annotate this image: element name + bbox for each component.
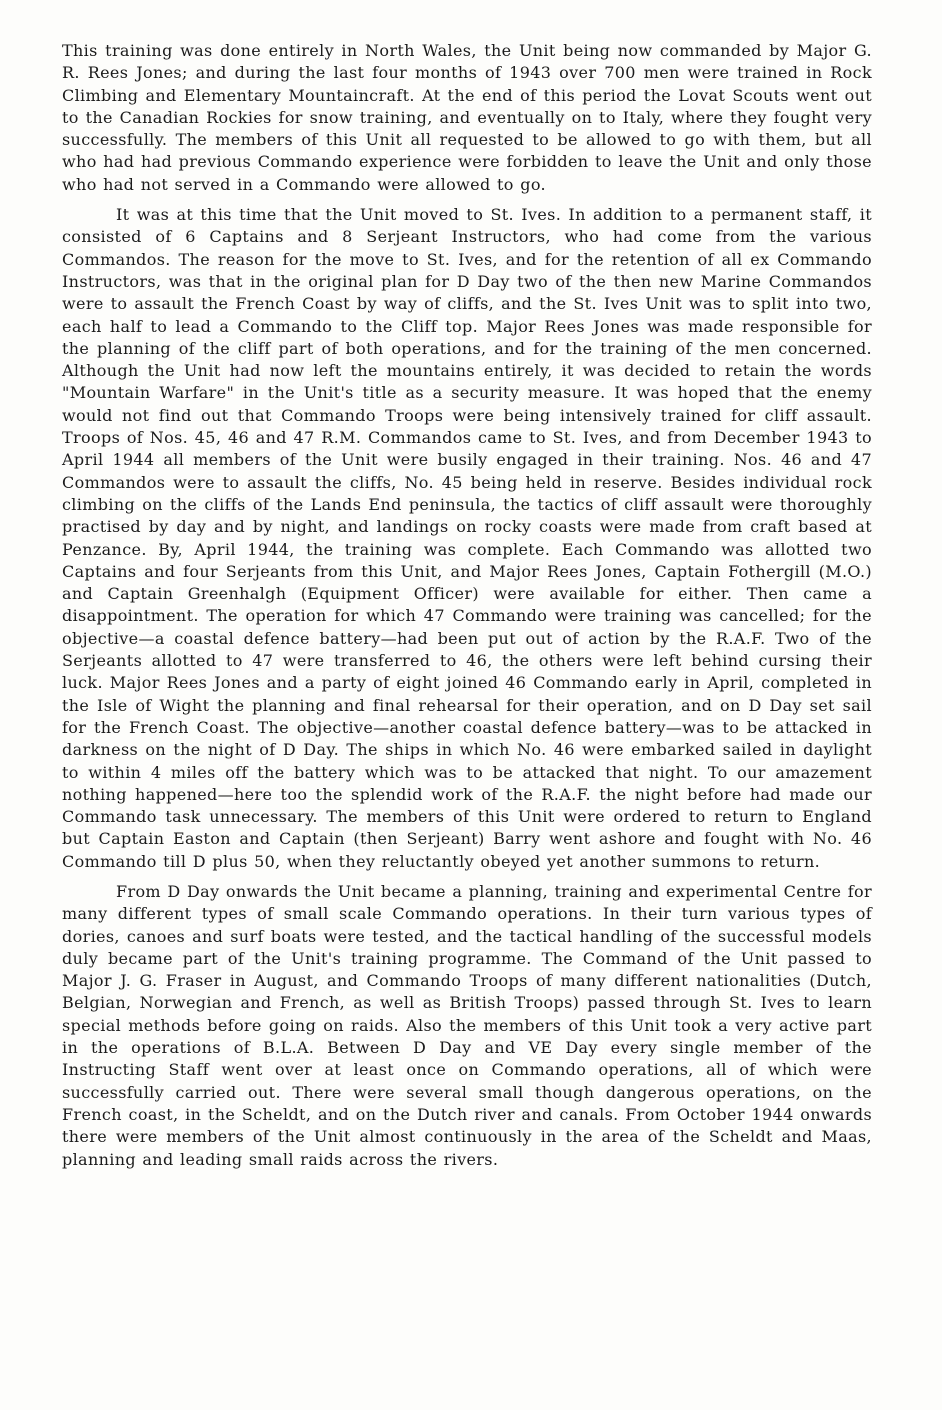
paragraph-st-ives-move: It was at this time that the Unit moved to St. Ives. In addition to a permanent staff, it consisted of 6 Captains and 8 Serjeant Instructors, who had come from the various Commandos. The reason for the move to St. Ives, and for the retention of all ex Commando Instructors, was that in the original plan for D Day two of the then new Marine Commandos were to assault the French Coast by way of cliffs, and the St. Ives Unit was to split into two, each half to lead a Commando to the Cliff top. Major Rees Jones was made responsible for the planning of the cliff part of both operations, and for the training of the men concerned. Although the Unit had now left the mountains entirely, it was decided to retain the words "Mountain Warfare" in the Unit's title as a security measure. It was hoped that the enemy would not find out that Commando Troops were being intensively trained for cliff assault. Troops of Nos. 45, 46 and 47 R.M. Commandos came to St. Ives, and from December 1943 to April 1944 all members of the Unit were busily engaged in their training. Nos. 46 and 47 Commandos were to assault the cliffs, No. 45 being held in reserve. Besides individual rock climbing on the cliffs of the Lands End peninsula, the tactics of cliff assault were thoroughly practised by day and by night, and landings on rocky coasts were made from craft based at Penzance. By, April 1944, the training was complete. Each Commando was allotted two Captains and four Serjeants from this Unit, and Major Rees Jones, Captain Fothergill (M.O.) and Captain Greenhalgh (Equipment Officer) were available for either. Then came a disappointment. The operation for which 47 Commando were training was cancelled; for the objective—a coastal defence battery—had been put out of action by the R.A.F. Two of the Serjeants allotted to 47 were transferred to 46, the others were left behind cursing their luck. Major Rees Jones and a party of eight joined 46 Commando early in April, completed in the Isle of Wight the planning and final rehearsal for their operation, and on D Day set sail for the French Coast. The objective—another coastal defence battery—was to be attacked in darkness on the night of D Day. The ships in which No. 46 were embarked sailed in daylight to within 4 miles off the battery which was to be attacked that night. To our amazement nothing happened—here too the splendid work of the R.A.F. the night before had made our Commando task unnecessary. The members of this Unit were ordered to return to England but Captain Easton and Captain (then Serjeant) Barry went ashore and fought with No. 46 Commando till D plus 50, when they reluctantly obeyed yet another summons to return. <box>62 205 872 871</box>
paragraph-north-wales-training: This training was done entirely in North Wales, the Unit being now commanded by Major G. R. Rees Jones; and during the last four months of 1943 over 700 men were trained in Rock Climbing and Elementary Mountaincraft. At the end of this period the Lovat Scouts went out to the Canadian Rockies for snow training, and eventually on to Italy, where they fought very successfully. The members of this Unit all requested to be allowed to go with them, but all who had had previous Commando experience were forbidden to leave the Unit and only those who had not served in a Commando were allowed to go. <box>62 41 872 194</box>
paragraph-d-day-onwards: From D Day onwards the Unit became a planning, training and experimental Centre for many different types of small scale Commando operations. In their turn various types of dories, canoes and surf boats were tested, and the tactical handling of the successful models duly became part of the Unit's training programme. The Command of the Unit passed to Major J. G. Fraser in August, and Commando Troops of many different nationalities (Dutch, Belgian, Norwegian and French, as well as British Troops) passed through St. Ives to learn special methods before going on raids. Also the members of this Unit took a very active part in the operations of B.L.A. Between D Day and VE Day every single member of the Instructing Staff went over at least once on Commando operations, all of which were successfully carried out. There were several small though dangerous operations, on the French coast, in the Scheldt, and on the Dutch river and canals. From October 1944 onwards there were members of the Unit almost continuously in the area of the Scheldt and Maas, planning and leading small raids across the rivers. <box>62 881 872 1169</box>
